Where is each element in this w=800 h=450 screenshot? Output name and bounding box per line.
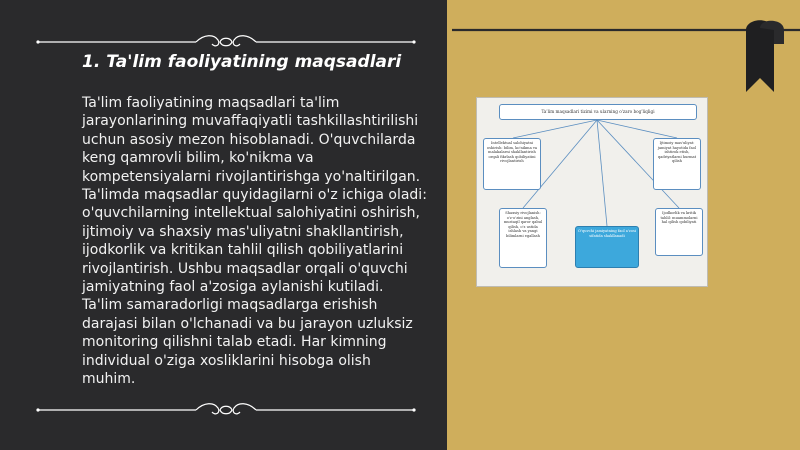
diagram-box-4 (575, 226, 639, 268)
diagram-image (476, 97, 708, 287)
diagram-box-3 (499, 208, 547, 268)
slide-body-text: Ta'lim faoliyatining maqsadlari ta'lim jarayonlarining muvaffaqiyatli tashkillashtirilishi uchun asosiy mezon hisoblanadi. O'quvchilarda keng qamrovli bilim, ko'nikma va kompetensiyalarni rivojlantirishga yo'naltirilgan. Ta'limda maqsadlar quyidagilarni o'z ichiga oladi: o'quvchilarning intellektual salohiyatini oshirish, ijtimoiy va shaxsiy mas'uliyatni shakllantirish, ijodkorlik va kritikan tahlil qilish qobiliyatlarini rivojlantirish. Ushbu maqsadlar orqali o'quvchi jamiyatning faol a'zosiga aylanishi kutiladi. Ta'lim samaradorligi maqsadlarga erishish darajasi bilan o'lchanadi va bu jarayon uzluksiz monitoring qilishni talab etadi. Har kimning individual o'ziga xosliklarini hisobga olish muhim. (82, 95, 427, 388)
top-flourish-ornament (36, 34, 416, 50)
diagram-box-2 (653, 138, 701, 190)
diagram-box-5-text: Ijodkorlik va kritik tahlil: muammolarni hal qilish qobiliyati (660, 211, 698, 225)
bottom-flourish-ornament (36, 402, 416, 418)
diagram-box-5 (655, 208, 703, 256)
slide-title: 1. Ta'lim faoliyatining maqsadlari (82, 52, 402, 72)
diagram-box-1-text: Intellektual salohiyatni oshirish: bilim, ko'nikma va malakalarni shakllantirish orqali fikrlash qobiliyatini rivojlantirish (486, 141, 538, 164)
diagram-box-3-text: Shaxsiy rivojlanish: o'z-o'zini anglash, mustaqil qaror qabul qilish, o'z ustida ishlash va yangi bilimlarni egallash (503, 211, 543, 238)
diagram-box-1 (483, 138, 541, 190)
diagram-header-text: Ta'lim maqsadlari tizimi va ularning o'zaro bog'liqligi (541, 109, 655, 114)
diagram-header-box (499, 104, 697, 120)
bookmark-ribbon-icon (738, 14, 790, 94)
diagram-box-2-text: Ijtimoiy mas'uliyat: jamiyat hayotida faol ishtirok etish, qadriyatlarni hurmat qilish (657, 141, 697, 164)
diagram-box-4-text: O'quvchi jamiyatning faol a'zosi sifatida shakllanadi (578, 229, 636, 238)
